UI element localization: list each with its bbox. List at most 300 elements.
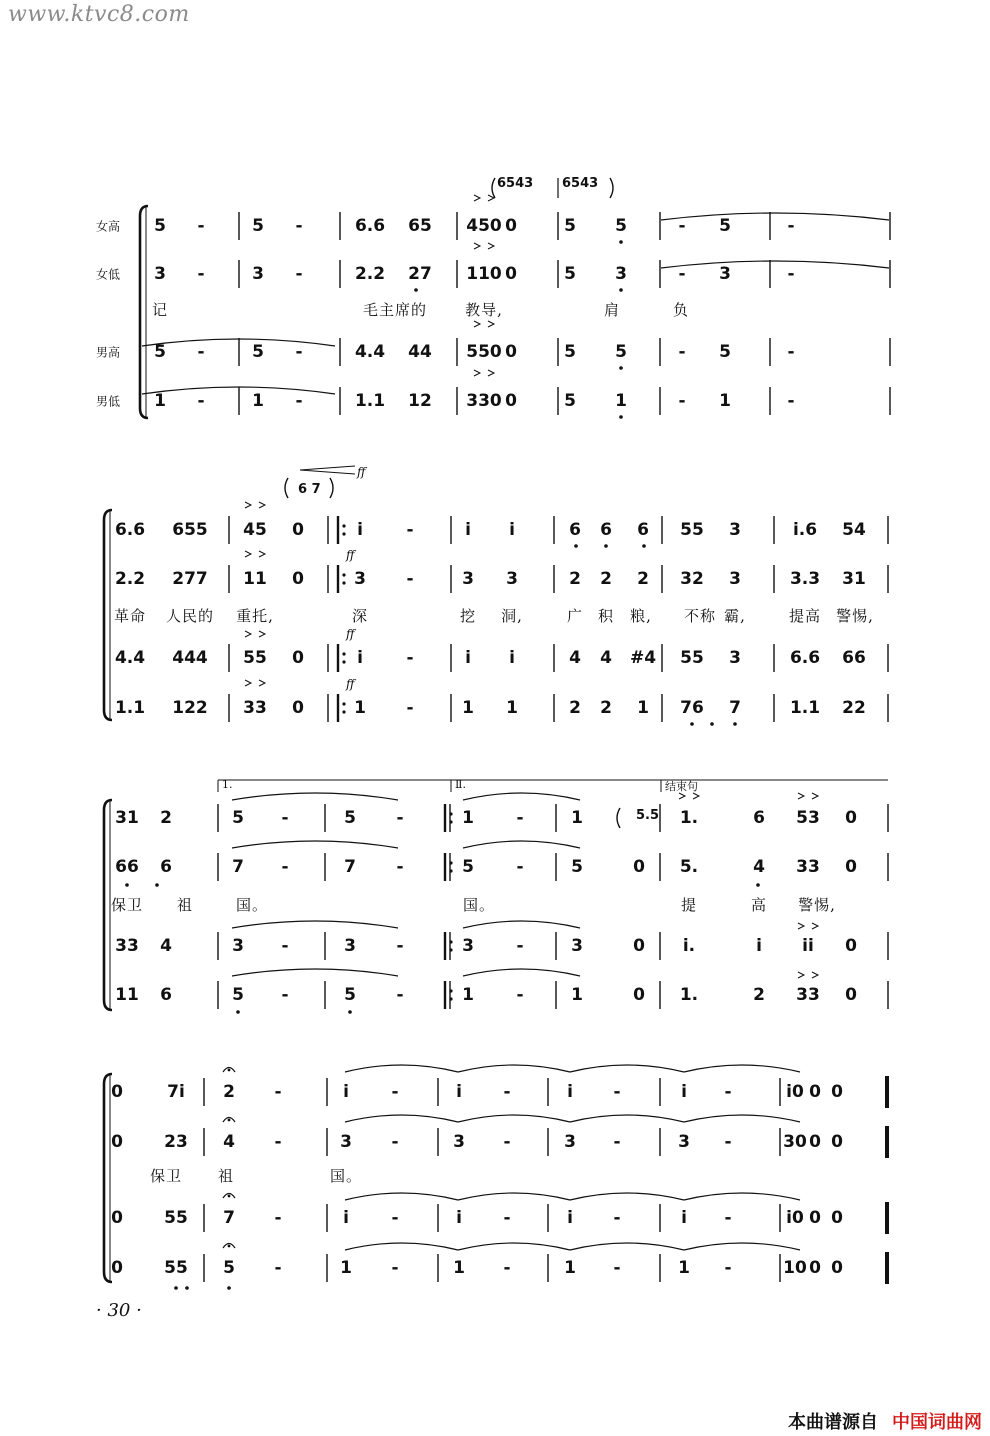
lyric-word: 粮,	[630, 607, 652, 625]
octave-dot	[604, 544, 608, 548]
note-group: -	[724, 1258, 732, 1278]
note-group: -	[678, 391, 686, 411]
note-group: 4	[753, 857, 765, 877]
note-group: 1	[571, 808, 583, 828]
note-group: -	[391, 1082, 399, 1102]
note-group: 3	[719, 264, 731, 284]
note-group: 44	[408, 342, 432, 362]
octave-dot	[690, 722, 694, 726]
note-group: 1	[678, 1258, 690, 1278]
note-group: -	[197, 342, 205, 362]
note-group: 0	[845, 857, 857, 877]
accent-mark	[259, 551, 265, 557]
note-group: 0	[831, 1208, 843, 1228]
note-group: -	[391, 1208, 399, 1228]
note-group: 277	[172, 569, 208, 589]
note-group: 5	[154, 216, 166, 236]
note-group: #4	[629, 648, 657, 668]
note-group: i	[509, 648, 515, 668]
note-group: 450	[466, 216, 502, 236]
lyric-word: 警惕,	[798, 896, 836, 914]
note-group: 3	[154, 264, 166, 284]
lyric-word: 洞,	[501, 607, 523, 625]
accent-mark	[488, 195, 494, 201]
note-group: i	[756, 936, 762, 956]
lyric-word: 保卫	[149, 1167, 183, 1185]
note-group: -	[197, 216, 205, 236]
slur	[463, 841, 580, 848]
lyric-word: 警惕,	[836, 607, 874, 625]
slur	[345, 1243, 458, 1250]
note-group: -	[396, 936, 404, 956]
note-group: 33	[796, 985, 820, 1005]
voice-row-a	[0, 1130, 990, 1154]
lyric-word: 人民的	[165, 607, 215, 625]
note-group: 3	[232, 936, 244, 956]
watermark-source-text: 本曲谱源自	[788, 1412, 878, 1433]
fermata-dot	[228, 1245, 231, 1248]
accent-mark	[474, 195, 480, 201]
voice-row-b	[0, 1256, 990, 1280]
note-group: -	[678, 216, 686, 236]
note-group: 0	[845, 985, 857, 1005]
note-group: i	[456, 1208, 462, 1228]
slur	[570, 1193, 684, 1200]
note-group: 27	[408, 264, 432, 284]
accent-mark	[812, 793, 818, 799]
note-group: 1.1	[114, 698, 146, 718]
note-group: 3	[344, 936, 356, 956]
slur	[232, 921, 398, 928]
note-group: 3	[340, 1132, 352, 1152]
voice-row-b	[0, 983, 990, 1007]
volta-label: 结束句	[665, 780, 698, 793]
note-group: 45	[243, 520, 267, 540]
note-group: 0	[845, 936, 857, 956]
note-group: -	[787, 216, 795, 236]
octave-dot	[227, 1286, 231, 1290]
lyrics-row	[0, 1164, 990, 1188]
lyric-word: 重托,	[236, 607, 274, 625]
note-group: 3	[462, 569, 474, 589]
accent-mark	[259, 680, 265, 686]
note-group: 655	[172, 520, 208, 540]
note-group: 6.6	[114, 520, 146, 540]
note-group: -	[503, 1208, 511, 1228]
note-group: 5	[223, 1258, 235, 1278]
note-group: -	[787, 264, 795, 284]
voice-name: 男低	[96, 394, 121, 409]
watermark-top: www.ktvc8.com	[8, 2, 190, 27]
note-group: -	[396, 985, 404, 1005]
note-group: 330	[466, 391, 502, 411]
note-group: 3	[354, 569, 366, 589]
octave-dot	[756, 883, 760, 887]
note-group: 5	[564, 264, 576, 284]
note-group: 1	[453, 1258, 465, 1278]
note-group: -	[274, 1208, 282, 1228]
lyric-word: 革命	[113, 607, 147, 625]
accent-mark	[812, 923, 818, 929]
accent-mark	[245, 680, 251, 686]
note-group: 0	[292, 698, 304, 718]
note-group: 2	[600, 698, 612, 718]
note-group: 10	[783, 1258, 807, 1278]
voice-row-t	[0, 340, 990, 364]
note-group: 5	[344, 985, 356, 1005]
octave-dot	[155, 883, 159, 887]
dynamic-marking: ff	[346, 627, 355, 641]
note-group: -	[274, 1132, 282, 1152]
note-group: 0	[292, 648, 304, 668]
note-group: 0	[111, 1082, 123, 1102]
note-group: 0	[845, 808, 857, 828]
accent-mark	[488, 243, 494, 249]
note-group: 1.	[679, 808, 699, 828]
note-group: 55	[164, 1208, 188, 1228]
note-group: 4	[223, 1132, 235, 1152]
note-group: i	[357, 648, 363, 668]
note-group: i	[567, 1208, 573, 1228]
lyric-word: 毛主席的	[362, 301, 428, 319]
note-group: -	[516, 936, 524, 956]
slur	[458, 1065, 570, 1072]
note-group: 2	[637, 569, 649, 589]
note-group: 7i	[167, 1082, 185, 1102]
note-group: 5	[564, 216, 576, 236]
note-group: 5	[252, 216, 264, 236]
octave-dot	[710, 722, 714, 726]
lyric-word: 高	[750, 896, 768, 914]
slur	[232, 969, 398, 976]
note-group: 122	[172, 698, 208, 718]
note-group: 0	[505, 342, 517, 362]
note-group: 0	[633, 857, 645, 877]
accent-mark	[245, 502, 251, 508]
note-group: 6	[569, 520, 581, 540]
note-group: 55	[680, 648, 704, 668]
note-group: 4	[160, 936, 172, 956]
note-group: 1	[719, 391, 731, 411]
note-group: -	[396, 808, 404, 828]
note-group: 1	[462, 698, 474, 718]
lyric-word: 不称	[683, 607, 717, 625]
note-group: 23	[164, 1132, 188, 1152]
accent-mark	[812, 972, 818, 978]
accent-mark	[798, 793, 804, 799]
note-group: -	[613, 1208, 621, 1228]
note-group: 5	[252, 342, 264, 362]
note-group: 0	[809, 1258, 821, 1278]
note-group: 0	[831, 1258, 843, 1278]
note-group: 4	[600, 648, 612, 668]
note-group: 1	[462, 985, 474, 1005]
note-group: 1	[154, 391, 166, 411]
note-group: 3	[252, 264, 264, 284]
lyric-word: 记	[151, 301, 169, 319]
note-group: -	[391, 1258, 399, 1278]
paren-left	[285, 478, 288, 498]
note-group: 55	[680, 520, 704, 540]
note-group: 6.6	[354, 216, 386, 236]
note-group: 1	[615, 391, 627, 411]
slur	[458, 1193, 570, 1200]
note-group: i	[343, 1208, 349, 1228]
note-group: 2	[569, 698, 581, 718]
dynamic-marking: ff	[346, 677, 355, 691]
voice-row-s	[0, 518, 990, 542]
note-group: 5	[719, 342, 731, 362]
note-group: -	[787, 391, 795, 411]
note-group: -	[516, 808, 524, 828]
note-group: i	[681, 1082, 687, 1102]
paren-right	[330, 478, 333, 498]
voice-row-s	[0, 1080, 990, 1104]
note-group: 4	[569, 648, 581, 668]
note-group: -	[787, 342, 795, 362]
note-group: 2	[569, 569, 581, 589]
note-group: 5	[154, 342, 166, 362]
slur	[684, 1115, 800, 1122]
note-group: 5	[344, 808, 356, 828]
note-group: 0	[505, 391, 517, 411]
note-group: 3	[564, 1132, 576, 1152]
note-group: 2	[753, 985, 765, 1005]
note-group: 0	[505, 264, 517, 284]
note-group: 55	[243, 648, 267, 668]
note-group: 110	[466, 264, 502, 284]
accent-mark	[245, 631, 251, 637]
note-group: 11	[115, 985, 139, 1005]
note-group: -	[274, 1258, 282, 1278]
note-group: 4.4	[114, 648, 146, 668]
note-group: 54	[842, 520, 866, 540]
octave-dot	[174, 1286, 178, 1290]
note-group: 12	[408, 391, 432, 411]
fermata-dot	[228, 1069, 231, 1072]
note-group: 2.2	[114, 569, 146, 589]
accent-mark	[474, 370, 480, 376]
note-group: 3	[729, 520, 741, 540]
note-group: 7	[223, 1208, 235, 1228]
note-group: -	[503, 1132, 511, 1152]
voice-row-a	[0, 855, 990, 879]
octave-dot	[619, 288, 623, 292]
note-group: i	[509, 520, 515, 540]
note-group: i	[456, 1082, 462, 1102]
slur	[458, 1115, 570, 1122]
note-group: i	[567, 1082, 573, 1102]
note-group: -	[406, 648, 414, 668]
lyrics-row	[0, 604, 990, 628]
lyric-word: 国。	[329, 1167, 363, 1185]
slur	[463, 793, 580, 800]
note-group: -	[613, 1132, 621, 1152]
note-group: 1	[506, 698, 518, 718]
note-group: -	[516, 857, 524, 877]
octave-dot	[414, 288, 418, 292]
note-group: i.6	[792, 520, 818, 540]
octave-dot	[236, 1010, 240, 1014]
note-group: 550	[466, 342, 502, 362]
voice-name: 男高	[96, 345, 121, 360]
note-group: i	[465, 648, 471, 668]
note-group: 7	[729, 698, 741, 718]
note-group: 3	[571, 936, 583, 956]
note-group: 2	[223, 1082, 235, 1102]
note-group: -	[406, 520, 414, 540]
note-group: i	[343, 1082, 349, 1102]
note-group: 3	[678, 1132, 690, 1152]
lyric-word: 霸,	[724, 607, 746, 625]
note-group: 0	[505, 216, 517, 236]
note-group: 2	[160, 808, 172, 828]
note-group: 0	[831, 1132, 843, 1152]
note-group: 33	[115, 936, 139, 956]
fermata	[223, 1194, 235, 1199]
note-group: -	[613, 1082, 621, 1102]
note-group: 22	[842, 698, 866, 718]
fermata	[223, 1068, 235, 1073]
fermata-dot	[228, 1195, 231, 1198]
note-group: 5	[564, 342, 576, 362]
ornament-notes: 6543	[562, 176, 599, 191]
note-group: 444	[172, 648, 208, 668]
note-group: 5	[232, 985, 244, 1005]
note-group: 6	[753, 808, 765, 828]
slur	[684, 1193, 800, 1200]
slur	[345, 1065, 458, 1072]
note-group: 0	[809, 1132, 821, 1152]
note-group: 6.6	[789, 648, 821, 668]
note-group: i0	[786, 1208, 804, 1228]
note-group: 5.	[679, 857, 699, 877]
dynamic-marking: ff	[346, 548, 355, 562]
note-group: 1.1	[789, 698, 821, 718]
slur	[458, 1243, 570, 1250]
octave-dot	[642, 544, 646, 548]
note-group: 0	[831, 1082, 843, 1102]
accent-mark	[488, 370, 494, 376]
note-group: 6	[160, 857, 172, 877]
slur	[570, 1065, 684, 1072]
voice-name: 女低	[96, 267, 121, 282]
note-group: -	[197, 391, 205, 411]
octave-dot	[619, 240, 623, 244]
lyric-word: 祖	[176, 896, 194, 914]
note-group: -	[516, 985, 524, 1005]
note-group: 1	[252, 391, 264, 411]
note-group: 1	[340, 1258, 352, 1278]
note-group: 0	[111, 1258, 123, 1278]
slur	[232, 841, 398, 848]
note-group: 76	[680, 698, 704, 718]
ornament-notes: 6 7	[298, 482, 321, 497]
voice-row-t	[0, 1206, 990, 1230]
note-group: 32	[680, 569, 704, 589]
note-group: 30	[783, 1132, 807, 1152]
note-group: 6	[160, 985, 172, 1005]
note-group: i	[681, 1208, 687, 1228]
lyric-word: 积	[597, 607, 615, 625]
slur	[232, 793, 398, 800]
note-group: -	[724, 1082, 732, 1102]
note-group: -	[503, 1082, 511, 1102]
note-group: 5	[615, 216, 627, 236]
note-group: -	[724, 1132, 732, 1152]
note-group: 33	[796, 857, 820, 877]
lyrics-row	[0, 893, 990, 917]
note-group: 7	[344, 857, 356, 877]
note-group: 5	[462, 857, 474, 877]
lyric-word: 祖	[217, 1167, 235, 1185]
note-group: -	[281, 808, 289, 828]
lyric-word: 负	[672, 301, 690, 319]
note-group: -	[274, 1082, 282, 1102]
note-group: 0	[809, 1082, 821, 1102]
note-group: 1.1	[354, 391, 386, 411]
note-group: -	[613, 1258, 621, 1278]
lyric-word: 提高	[788, 607, 822, 625]
note-group: 2	[600, 569, 612, 589]
slur	[684, 1243, 800, 1250]
paren-right	[610, 178, 613, 198]
note-group: -	[295, 264, 303, 284]
octave-dot	[619, 366, 623, 370]
note-group: -	[281, 857, 289, 877]
dynamic-marking: ff	[357, 465, 366, 479]
slur	[570, 1243, 684, 1250]
note-group: 3.3	[789, 569, 821, 589]
accent-mark	[798, 972, 804, 978]
note-group: 5	[719, 216, 731, 236]
note-group: 0	[633, 985, 645, 1005]
volta-label: Ⅱ.	[455, 778, 466, 791]
note-group: i	[357, 520, 363, 540]
note-group: -	[295, 216, 303, 236]
octave-dot	[125, 883, 129, 887]
slur	[570, 1115, 684, 1122]
lyric-word: 保卫	[110, 896, 144, 914]
lyric-word: 广	[566, 607, 584, 625]
fermata-dot	[228, 1119, 231, 1122]
note-group: -	[406, 569, 414, 589]
octave-dot	[733, 722, 737, 726]
note-group: 3	[729, 569, 741, 589]
watermark-bottom	[788, 1408, 982, 1434]
note-group: 1	[637, 698, 649, 718]
voice-name: 女高	[96, 219, 121, 234]
note-group: 55	[164, 1258, 188, 1278]
note-group: -	[197, 264, 205, 284]
note-group: -	[391, 1132, 399, 1152]
slur	[345, 1193, 458, 1200]
octave-dot	[619, 415, 623, 419]
note-group: 1.	[679, 985, 699, 1005]
note-group: 66	[842, 648, 866, 668]
ornament-notes: 6543	[497, 176, 534, 191]
lyric-word: 国。	[462, 896, 496, 914]
slur	[684, 1065, 800, 1072]
note-group: ii	[802, 936, 814, 956]
note-group: 5	[571, 857, 583, 877]
fermata	[223, 1118, 235, 1123]
page-number: · 30 ·	[96, 1300, 142, 1321]
note-group: 33	[243, 698, 267, 718]
voice-row-a	[0, 567, 990, 591]
accent-mark	[474, 243, 480, 249]
note-group: 3	[462, 936, 474, 956]
